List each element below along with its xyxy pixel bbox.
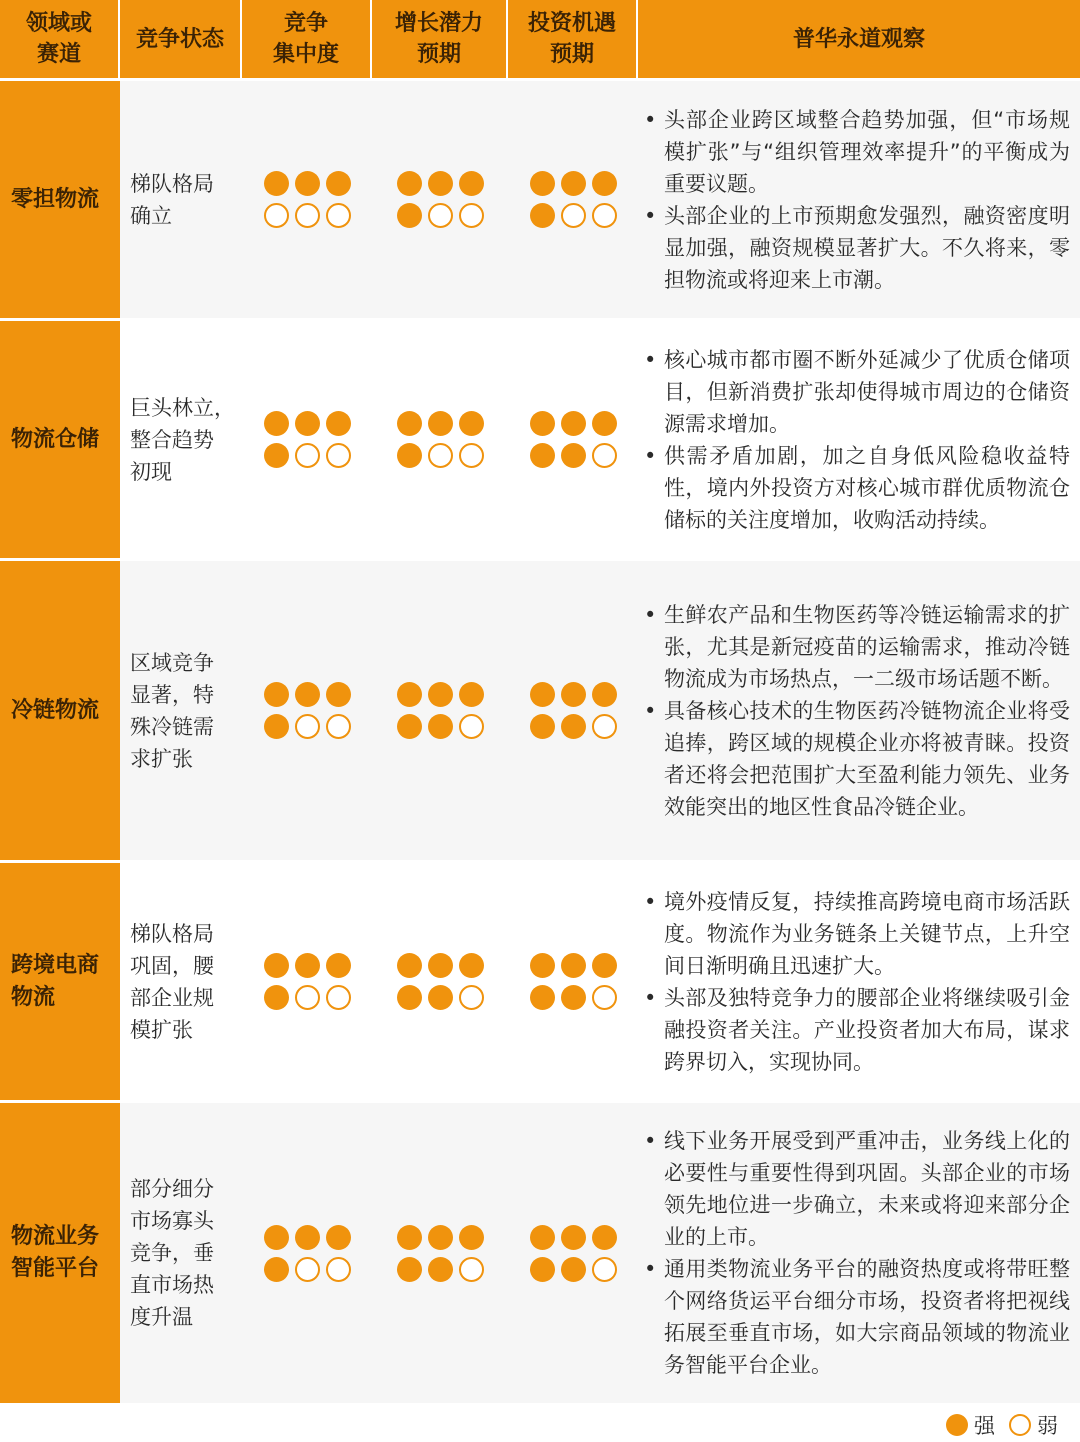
- weak-dot-icon: [295, 714, 320, 739]
- weak-dot-icon: [326, 1257, 351, 1282]
- row-category: 跨境电商 物流: [0, 860, 120, 1100]
- strong-dot-icon: [428, 714, 453, 739]
- strong-dot-icon: [946, 1414, 968, 1436]
- observation-item: • 头部及独特竞争力的腰部企业将继续吸引金融投资者关注。产业投资者加大布局，谋求跨界切入，实现协同。: [644, 982, 1070, 1078]
- rating-cell-growth: [372, 78, 508, 318]
- legend-weak-label: 弱: [1037, 1414, 1058, 1438]
- weak-dot-icon: [592, 985, 617, 1010]
- rating-investment: [530, 1221, 617, 1285]
- strong-dot-icon: [295, 411, 320, 436]
- observation-list: [644, 1125, 1070, 1381]
- strong-dot-icon: [264, 682, 289, 707]
- strong-dot-icon: [561, 953, 586, 978]
- strong-dot-icon: [295, 1225, 320, 1250]
- observation-cell: [638, 1100, 1080, 1403]
- observation-item: • 线下业务开展受到严重冲击，业务线上化的必要性与重要性得到巩固。头部企业的市场领先地位进一步确立，未来或将迎来部分企业的上市。: [644, 1125, 1070, 1253]
- strong-dot-icon: [592, 411, 617, 436]
- strong-dot-icon: [592, 682, 617, 707]
- observation-list: [644, 599, 1070, 823]
- rating-cell-concentration: [242, 78, 372, 318]
- rating-cell-investment: [508, 558, 638, 860]
- observation-item: • 境外疫情反复，持续推高跨境电商市场活跃度。物流作为业务链条上关键节点，上升空间日渐明确且迅速扩大。: [644, 886, 1070, 982]
- strong-dot-icon: [592, 953, 617, 978]
- strong-dot-icon: [397, 682, 422, 707]
- rating-cell-investment: [508, 1100, 638, 1403]
- strong-dot-icon: [264, 411, 289, 436]
- strong-dot-icon: [530, 203, 555, 228]
- header-growth-potential: 增长潜力 预期: [372, 0, 508, 78]
- strong-dot-icon: [592, 1225, 617, 1250]
- row-category: 零担物流: [0, 78, 120, 318]
- rating-cell-investment: [508, 78, 638, 318]
- observation-wrapper: [644, 571, 1070, 850]
- strong-dot-icon: [264, 443, 289, 468]
- observation-cell: [638, 318, 1080, 558]
- observation-item: • 生鲜农产品和生物医药等冷链运输需求的扩张，尤其是新冠疫苗的运输需求，推动冷链物流成为市场热点，一二级市场话题不断。: [644, 599, 1070, 695]
- weak-dot-icon: [459, 714, 484, 739]
- strong-dot-icon: [397, 953, 422, 978]
- strong-dot-icon: [326, 953, 351, 978]
- rating-growth: [397, 950, 484, 1014]
- strong-dot-icon: [397, 985, 422, 1010]
- rating-cell-growth: [372, 860, 508, 1100]
- weak-dot-icon: [326, 203, 351, 228]
- strong-dot-icon: [530, 714, 555, 739]
- rating-concentration: [264, 1221, 351, 1285]
- rating-cell-growth: [372, 558, 508, 860]
- weak-dot-icon: [264, 203, 289, 228]
- weak-dot-icon: [428, 203, 453, 228]
- strong-dot-icon: [561, 1257, 586, 1282]
- strong-dot-icon: [561, 171, 586, 196]
- header-pwc-observation: 普华永道观察: [638, 0, 1080, 78]
- weak-dot-icon: [295, 985, 320, 1010]
- weak-dot-icon: [459, 985, 484, 1010]
- rating-concentration: [264, 679, 351, 743]
- strong-dot-icon: [428, 1257, 453, 1282]
- strong-dot-icon: [295, 171, 320, 196]
- strong-dot-icon: [530, 171, 555, 196]
- strong-dot-icon: [530, 443, 555, 468]
- observation-item: • 通用类物流业务平台的融资热度或将带旺整个网络货运平台细分市场，投资者将把视线拓展至垂直市场，如大宗商品领域的物流业务智能平台企业。: [644, 1253, 1070, 1381]
- weak-dot-icon: [592, 1257, 617, 1282]
- strong-dot-icon: [397, 411, 422, 436]
- rating-cell-concentration: [242, 1100, 372, 1403]
- strong-dot-icon: [530, 1257, 555, 1282]
- observation-item: • 具备核心技术的生物医药冷链物流企业将受追捧，跨区域的规模企业亦将被青睐。投资者还将会把范围扩大至盈利能力领先、业务效能突出的地区性食品冷链企业。: [644, 695, 1070, 823]
- rating-concentration: [264, 408, 351, 472]
- competition-state: 部分细分 市场寡头 竞争，垂 直市场热 度升温: [120, 1100, 242, 1403]
- observation-item: • 头部企业跨区域整合趋势加强，但“市场规模扩张”与“组织管理效率提升”的平衡成为重要议题。: [644, 104, 1070, 200]
- weak-dot-icon: [592, 203, 617, 228]
- rating-growth: [397, 679, 484, 743]
- strong-dot-icon: [592, 171, 617, 196]
- strong-dot-icon: [459, 953, 484, 978]
- observation-list: [644, 344, 1070, 536]
- strong-dot-icon: [264, 985, 289, 1010]
- strong-dot-icon: [295, 682, 320, 707]
- competition-state: 巨头林立， 整合趋势 初现: [120, 318, 242, 558]
- strong-dot-icon: [459, 411, 484, 436]
- strong-dot-icon: [561, 682, 586, 707]
- weak-dot-icon: [459, 443, 484, 468]
- observation-wrapper: [644, 331, 1070, 548]
- observation-list: [644, 886, 1070, 1078]
- strong-dot-icon: [428, 171, 453, 196]
- rating-investment: [530, 408, 617, 472]
- competition-state: 梯队格局 确立: [120, 78, 242, 318]
- strong-dot-icon: [530, 985, 555, 1010]
- weak-dot-icon: [428, 443, 453, 468]
- strong-dot-icon: [459, 682, 484, 707]
- observation-wrapper: [644, 91, 1070, 308]
- strong-dot-icon: [326, 411, 351, 436]
- row-category: 冷链物流: [0, 558, 120, 860]
- strong-dot-icon: [397, 1225, 422, 1250]
- rating-growth: [397, 408, 484, 472]
- rating-cell-concentration: [242, 558, 372, 860]
- strong-dot-icon: [530, 411, 555, 436]
- weak-dot-icon: [561, 203, 586, 228]
- legend: [946, 1410, 1058, 1440]
- strong-dot-icon: [397, 1257, 422, 1282]
- strong-dot-icon: [530, 953, 555, 978]
- strong-dot-icon: [530, 682, 555, 707]
- weak-dot-icon: [592, 443, 617, 468]
- observation-item: • 头部企业的上市预期愈发强烈，融资密度明显加强，融资规模显著扩大。不久将来，零担物流或将迎来上市潮。: [644, 200, 1070, 296]
- weak-dot-icon: [326, 443, 351, 468]
- rating-concentration: [264, 950, 351, 1014]
- weak-dot-icon: [1009, 1414, 1031, 1436]
- rating-investment: [530, 950, 617, 1014]
- header-concentration: 竞争 集中度: [242, 0, 372, 78]
- strong-dot-icon: [561, 714, 586, 739]
- strong-dot-icon: [530, 1225, 555, 1250]
- observation-item: • 核心城市都市圈不断外延减少了优质仓储项目，但新消费扩张却使得城市周边的仓储资源需求增加。: [644, 344, 1070, 440]
- observation-wrapper: [644, 873, 1070, 1090]
- rating-cell-concentration: [242, 318, 372, 558]
- observation-item: • 供需矛盾加剧，加之自身低风险稳收益特性，境内外投资方对核心城市群优质物流仓储标的关注度增加，收购活动持续。: [644, 440, 1070, 536]
- rating-cell-growth: [372, 1100, 508, 1403]
- strong-dot-icon: [264, 714, 289, 739]
- observation-wrapper: [644, 1113, 1070, 1393]
- weak-dot-icon: [295, 1257, 320, 1282]
- legend-strong-label: 强: [974, 1414, 995, 1438]
- rating-growth: [397, 1221, 484, 1285]
- rating-concentration: [264, 168, 351, 232]
- strong-dot-icon: [428, 411, 453, 436]
- weak-dot-icon: [326, 985, 351, 1010]
- row-category: 物流仓储: [0, 318, 120, 558]
- strong-dot-icon: [397, 203, 422, 228]
- strong-dot-icon: [326, 171, 351, 196]
- rating-investment: [530, 168, 617, 232]
- rating-cell-investment: [508, 860, 638, 1100]
- weak-dot-icon: [459, 203, 484, 228]
- strong-dot-icon: [428, 953, 453, 978]
- competition-state: 区域竞争 显著，特 殊冷链需 求扩张: [120, 558, 242, 860]
- weak-dot-icon: [459, 1257, 484, 1282]
- header-investment-opportunity: 投资机遇 预期: [508, 0, 638, 78]
- header-sector: 领域或 赛道: [0, 0, 120, 78]
- strong-dot-icon: [397, 714, 422, 739]
- rating-cell-investment: [508, 318, 638, 558]
- strong-dot-icon: [428, 985, 453, 1010]
- strong-dot-icon: [561, 1225, 586, 1250]
- header-competition-state: 竞争状态: [120, 0, 242, 78]
- strong-dot-icon: [326, 1225, 351, 1250]
- strong-dot-icon: [326, 682, 351, 707]
- weak-dot-icon: [295, 203, 320, 228]
- strong-dot-icon: [397, 443, 422, 468]
- row-category: 物流业务 智能平台: [0, 1100, 120, 1403]
- strong-dot-icon: [264, 953, 289, 978]
- rating-cell-growth: [372, 318, 508, 558]
- observation-cell: [638, 558, 1080, 860]
- rating-growth: [397, 168, 484, 232]
- strong-dot-icon: [561, 443, 586, 468]
- strong-dot-icon: [561, 411, 586, 436]
- rating-cell-concentration: [242, 860, 372, 1100]
- strong-dot-icon: [264, 1257, 289, 1282]
- observation-cell: [638, 78, 1080, 318]
- strong-dot-icon: [459, 1225, 484, 1250]
- strong-dot-icon: [397, 171, 422, 196]
- strong-dot-icon: [459, 171, 484, 196]
- strong-dot-icon: [295, 953, 320, 978]
- observation-cell: [638, 860, 1080, 1100]
- weak-dot-icon: [295, 443, 320, 468]
- strong-dot-icon: [264, 1225, 289, 1250]
- strong-dot-icon: [428, 682, 453, 707]
- strong-dot-icon: [428, 1225, 453, 1250]
- rating-investment: [530, 679, 617, 743]
- weak-dot-icon: [592, 714, 617, 739]
- observation-list: [644, 104, 1070, 296]
- competition-state: 梯队格局 巩固，腰 部企业规 模扩张: [120, 860, 242, 1100]
- strong-dot-icon: [561, 985, 586, 1010]
- weak-dot-icon: [326, 714, 351, 739]
- strong-dot-icon: [264, 171, 289, 196]
